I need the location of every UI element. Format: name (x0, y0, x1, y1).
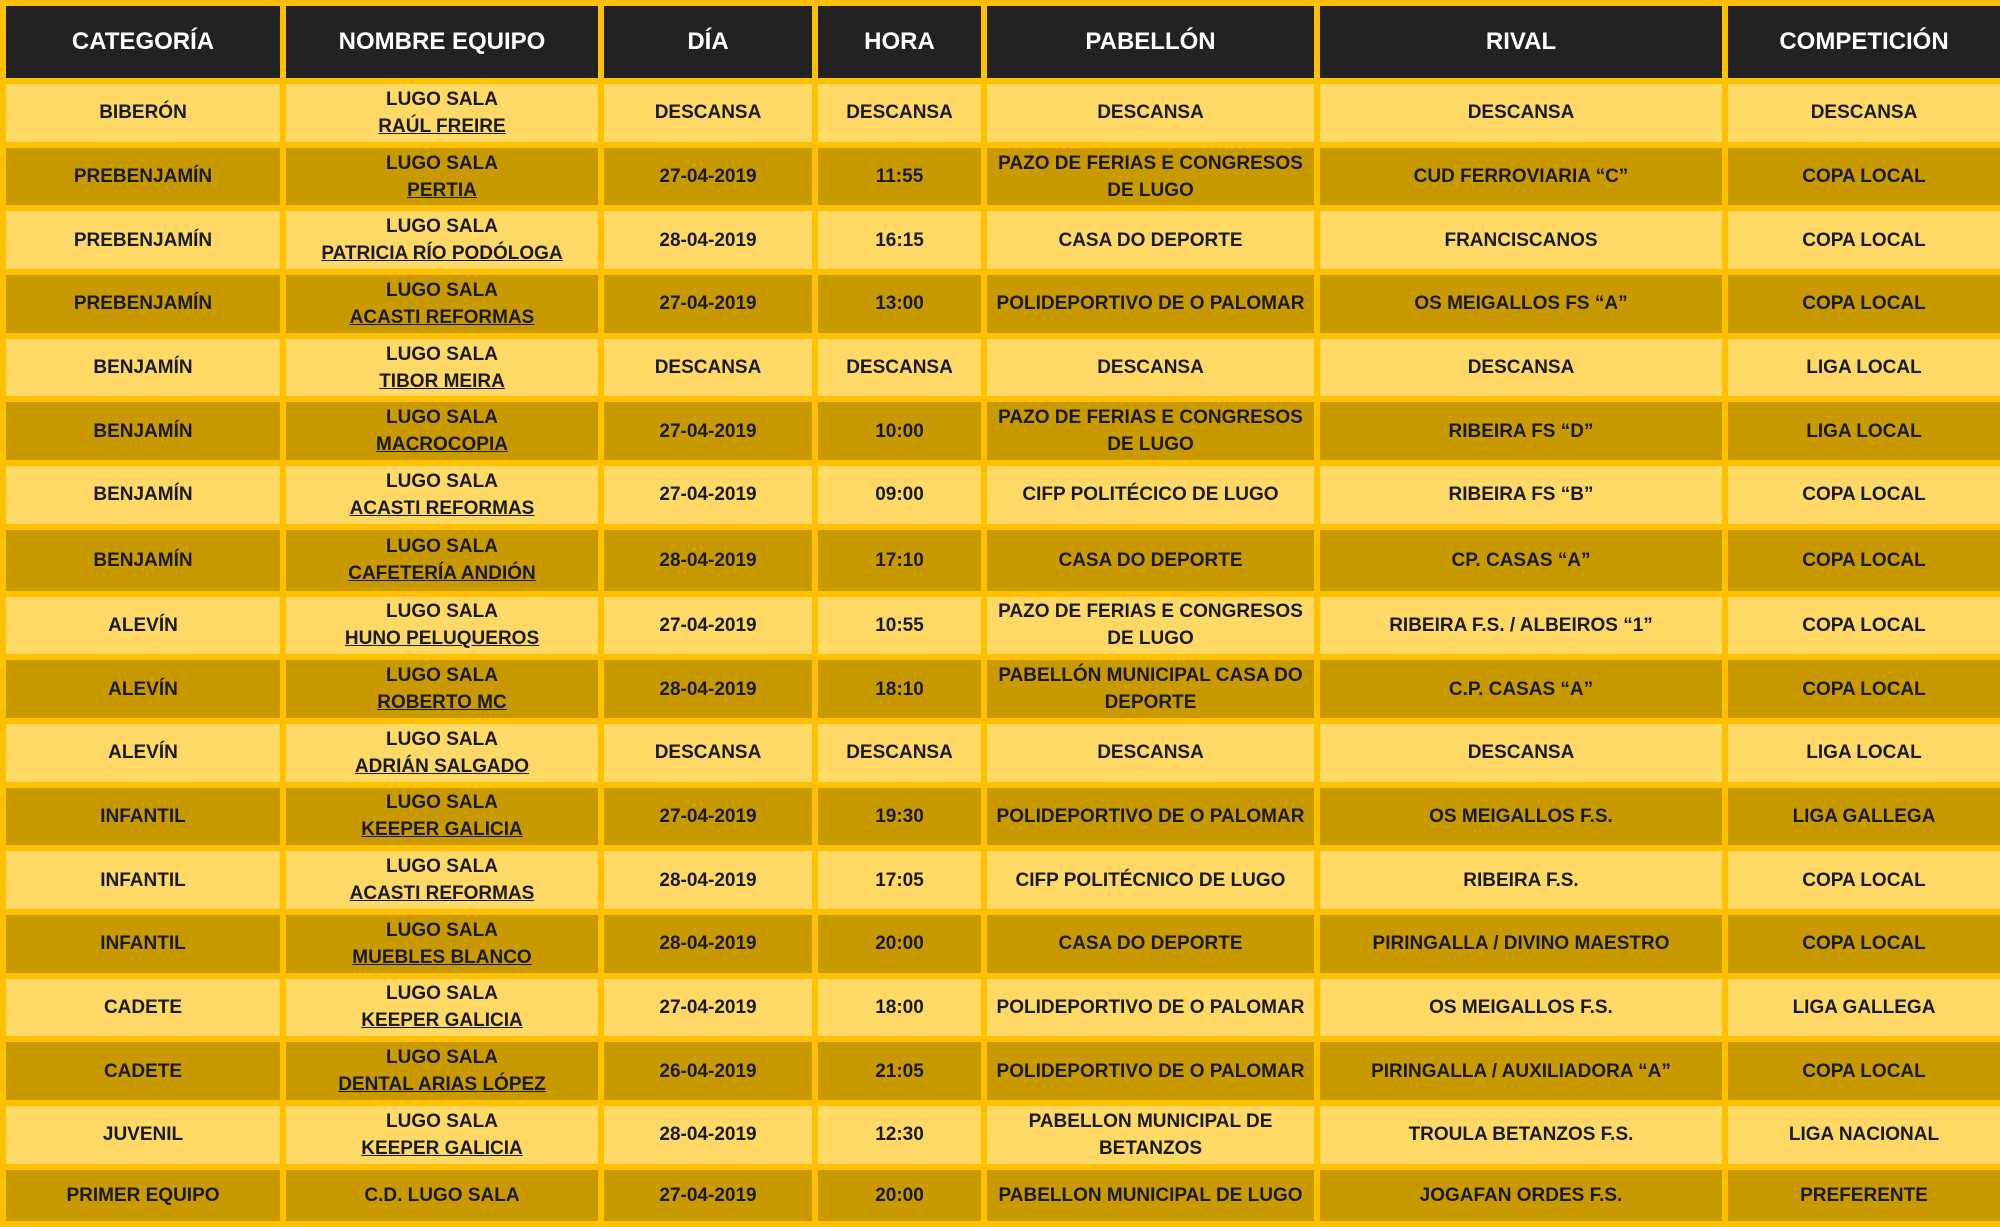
cell-pabellon: PAZO DE FERIAS E CONGRESOS DE LUGO (987, 597, 1314, 655)
team-name: LUGO SALA (386, 1047, 498, 1069)
cell-pabellon: POLIDEPORTIVO DE O PALOMAR (987, 979, 1314, 1037)
table-row (6, 530, 2000, 591)
team-sponsor: DENTAL ARIAS LÓPEZ (338, 1074, 546, 1096)
cell-nombre-equipo (286, 597, 598, 655)
cell-competicion: LIGA LOCAL (1728, 339, 2000, 397)
cell-nombre-equipo (286, 275, 598, 333)
cell-hora: 17:10 (818, 530, 981, 591)
cell-hora: 18:00 (818, 979, 981, 1037)
table-row (6, 660, 2000, 718)
team-sponsor: KEEPER GALICIA (361, 819, 523, 841)
team-sponsor: TIBOR MEIRA (379, 370, 505, 392)
team-sponsor: KEEPER GALICIA (361, 1137, 523, 1159)
cell-competicion: COPA LOCAL (1728, 148, 2000, 206)
cell-dia: 28-04-2019 (604, 915, 812, 973)
cell-rival: DESCANSA (1320, 84, 1722, 142)
cell-pabellon: CASA DO DEPORTE (987, 530, 1314, 591)
team-name: LUGO SALA (386, 728, 498, 750)
cell-rival: OS MEIGALLOS F.S. (1320, 979, 1722, 1037)
cell-dia: 28-04-2019 (604, 530, 812, 591)
cell-pabellon: CIFP POLITÉCICO DE LUGO (987, 466, 1314, 524)
cell-nombre-equipo (286, 402, 598, 460)
cell-dia: 27-04-2019 (604, 402, 812, 460)
table-row (6, 915, 2000, 973)
cell-rival: PIRINGALLA / DIVINO MAESTRO (1320, 915, 1722, 973)
cell-hora: 09:00 (818, 466, 981, 524)
cell-categoria: INFANTIL (6, 788, 280, 846)
cell-rival: DESCANSA (1320, 724, 1722, 782)
cell-competicion: COPA LOCAL (1728, 915, 2000, 973)
cell-hora: DESCANSA (818, 724, 981, 782)
cell-competicion: COPA LOCAL (1728, 851, 2000, 909)
cell-pabellon: PABELLON MUNICIPAL DE LUGO (987, 1170, 1314, 1221)
team-sponsor: HUNO PELUQUEROS (344, 628, 540, 650)
table-row (6, 275, 2000, 333)
cell-dia: 27-04-2019 (604, 597, 812, 655)
team-name: LUGO SALA (386, 279, 498, 301)
cell-rival: FRANCISCANOS (1320, 211, 1722, 269)
team-name: C.D. LUGO SALA (364, 1184, 520, 1206)
team-name: LUGO SALA (386, 216, 498, 238)
cell-rival: RIBEIRA F.S. / ALBEIROS “1” (1320, 597, 1722, 655)
team-sponsor: MACROCOPIA (376, 434, 508, 456)
cell-hora: 11:55 (818, 148, 981, 206)
cell-nombre-equipo (286, 1106, 598, 1164)
header-dia: DÍA (604, 6, 812, 78)
team-name: LUGO SALA (386, 152, 498, 174)
cell-categoria: CADETE (6, 979, 280, 1037)
cell-rival: OS MEIGALLOS FS “A” (1320, 275, 1722, 333)
cell-nombre-equipo (286, 466, 598, 524)
team-name: LUGO SALA (386, 470, 498, 492)
cell-hora: 13:00 (818, 275, 981, 333)
header-pabellon: PABELLÓN (987, 6, 1314, 78)
cell-categoria: BIBERÓN (6, 84, 280, 142)
table-row (6, 1042, 2000, 1100)
cell-categoria: INFANTIL (6, 851, 280, 909)
cell-dia: DESCANSA (604, 339, 812, 397)
header-nombre-equipo: NOMBRE EQUIPO (286, 6, 598, 78)
cell-dia: 28-04-2019 (604, 660, 812, 718)
cell-categoria: BENJAMÍN (6, 339, 280, 397)
cell-nombre-equipo (286, 84, 598, 142)
team-name: LUGO SALA (386, 88, 498, 110)
team-name: LUGO SALA (386, 407, 498, 429)
team-sponsor: RAÚL FREIRE (378, 115, 506, 137)
cell-competicion: COPA LOCAL (1728, 275, 2000, 333)
header-row (6, 6, 2000, 78)
team-sponsor: PERTIA (407, 179, 477, 201)
cell-rival: RIBEIRA FS “B” (1320, 466, 1722, 524)
cell-hora: 10:00 (818, 402, 981, 460)
cell-nombre-equipo (286, 1042, 598, 1100)
table-row (6, 84, 2000, 142)
cell-hora: 18:10 (818, 660, 981, 718)
team-sponsor: ACASTI REFORMAS (349, 883, 535, 905)
cell-categoria: ALEVÍN (6, 724, 280, 782)
cell-nombre-equipo (286, 530, 598, 591)
table-row (6, 1106, 2000, 1164)
cell-competicion: LIGA NACIONAL (1728, 1106, 2000, 1164)
cell-nombre-equipo (286, 339, 598, 397)
cell-rival: JOGAFAN ORDES F.S. (1320, 1170, 1722, 1221)
cell-competicion: LIGA LOCAL (1728, 402, 2000, 460)
cell-dia: 28-04-2019 (604, 1106, 812, 1164)
cell-rival: C.P. CASAS “A” (1320, 660, 1722, 718)
cell-rival: PIRINGALLA / AUXILIADORA “A” (1320, 1042, 1722, 1100)
cell-dia: 27-04-2019 (604, 466, 812, 524)
cell-dia: 27-04-2019 (604, 979, 812, 1037)
cell-pabellon: CASA DO DEPORTE (987, 211, 1314, 269)
cell-competicion: COPA LOCAL (1728, 1042, 2000, 1100)
cell-rival: CP. CASAS “A” (1320, 530, 1722, 591)
cell-categoria: ALEVÍN (6, 597, 280, 655)
cell-pabellon: POLIDEPORTIVO DE O PALOMAR (987, 1042, 1314, 1100)
cell-hora: 20:00 (818, 1170, 981, 1221)
cell-dia: 27-04-2019 (604, 148, 812, 206)
cell-categoria: PREBENJAMÍN (6, 211, 280, 269)
table-row (6, 1170, 2000, 1221)
cell-competicion: DESCANSA (1728, 84, 2000, 142)
cell-nombre-equipo (286, 660, 598, 718)
cell-dia: 26-04-2019 (604, 1042, 812, 1100)
team-name: LUGO SALA (386, 919, 498, 941)
team-name: LUGO SALA (386, 856, 498, 878)
header-categoria: CATEGORÍA (6, 6, 280, 78)
header-competicion: COMPETICIÓN (1728, 6, 2000, 78)
cell-pabellon: DESCANSA (987, 724, 1314, 782)
cell-categoria: PREBENJAMÍN (6, 148, 280, 206)
cell-competicion: LIGA GALLEGA (1728, 788, 2000, 846)
team-name: LUGO SALA (386, 983, 498, 1005)
cell-rival: RIBEIRA FS “D” (1320, 402, 1722, 460)
header-rival: RIVAL (1320, 6, 1722, 78)
team-sponsor: ROBERTO MC (377, 692, 507, 714)
cell-nombre-equipo (286, 979, 598, 1037)
table-row (6, 851, 2000, 909)
cell-competicion: LIGA GALLEGA (1728, 979, 2000, 1037)
cell-nombre-equipo (286, 148, 598, 206)
cell-hora: 19:30 (818, 788, 981, 846)
cell-categoria: PRIMER EQUIPO (6, 1170, 280, 1221)
team-sponsor: ACASTI REFORMAS (349, 306, 535, 328)
cell-nombre-equipo (286, 851, 598, 909)
cell-competicion: PREFERENTE (1728, 1170, 2000, 1221)
cell-competicion: COPA LOCAL (1728, 466, 2000, 524)
cell-pabellon: POLIDEPORTIVO DE O PALOMAR (987, 788, 1314, 846)
cell-categoria: BENJAMÍN (6, 466, 280, 524)
cell-hora: 17:05 (818, 851, 981, 909)
team-name: LUGO SALA (386, 1110, 498, 1132)
cell-categoria: BENJAMÍN (6, 402, 280, 460)
cell-pabellon: CIFP POLITÉCNICO DE LUGO (987, 851, 1314, 909)
team-sponsor: KEEPER GALICIA (361, 1010, 523, 1032)
table-row (6, 597, 2000, 655)
cell-nombre-equipo (286, 1170, 598, 1221)
cell-hora: 21:05 (818, 1042, 981, 1100)
table-row (6, 402, 2000, 460)
table-row (6, 724, 2000, 782)
header-hora: HORA (818, 6, 981, 78)
team-sponsor: CAFETERÍA ANDIÓN (348, 563, 536, 585)
cell-categoria: PREBENJAMÍN (6, 275, 280, 333)
cell-dia: 27-04-2019 (604, 788, 812, 846)
cell-hora: 20:00 (818, 915, 981, 973)
cell-competicion: COPA LOCAL (1728, 660, 2000, 718)
cell-categoria: BENJAMÍN (6, 530, 280, 591)
cell-hora: DESCANSA (818, 339, 981, 397)
table-row (6, 148, 2000, 206)
cell-nombre-equipo (286, 788, 598, 846)
cell-hora: 16:15 (818, 211, 981, 269)
cell-competicion: COPA LOCAL (1728, 530, 2000, 591)
team-sponsor: ADRIÁN SALGADO (354, 755, 530, 777)
cell-categoria: ALEVÍN (6, 660, 280, 718)
cell-rival: DESCANSA (1320, 339, 1722, 397)
table-row (6, 339, 2000, 397)
cell-pabellon: CASA DO DEPORTE (987, 915, 1314, 973)
cell-competicion: COPA LOCAL (1728, 211, 2000, 269)
cell-pabellon: POLIDEPORTIVO DE O PALOMAR (987, 275, 1314, 333)
cell-dia: 27-04-2019 (604, 1170, 812, 1221)
team-sponsor: MUEBLES BLANCO (352, 946, 532, 968)
team-name: LUGO SALA (386, 343, 498, 365)
team-name: LUGO SALA (386, 792, 498, 814)
team-name: LUGO SALA (386, 601, 498, 623)
cell-pabellon: PAZO DE FERIAS E CONGRESOS DE LUGO (987, 402, 1314, 460)
cell-dia: 28-04-2019 (604, 851, 812, 909)
cell-competicion: COPA LOCAL (1728, 597, 2000, 655)
team-name: LUGO SALA (386, 536, 498, 558)
cell-pabellon: PABELLON MUNICIPAL DE BETANZOS (987, 1106, 1314, 1164)
cell-dia: DESCANSA (604, 84, 812, 142)
cell-nombre-equipo (286, 915, 598, 973)
table-row (6, 466, 2000, 524)
team-sponsor: PATRICIA RÍO PODÓLOGA (321, 243, 563, 265)
cell-pabellon: DESCANSA (987, 339, 1314, 397)
cell-hora: 12:30 (818, 1106, 981, 1164)
schedule-body (6, 84, 2000, 1221)
team-sponsor: ACASTI REFORMAS (349, 497, 535, 519)
table-row (6, 788, 2000, 846)
cell-pabellon: PABELLÓN MUNICIPAL CASA DO DEPORTE (987, 660, 1314, 718)
cell-rival: TROULA BETANZOS F.S. (1320, 1106, 1722, 1164)
cell-dia: DESCANSA (604, 724, 812, 782)
cell-categoria: CADETE (6, 1042, 280, 1100)
cell-competicion: LIGA LOCAL (1728, 724, 2000, 782)
cell-dia: 27-04-2019 (604, 275, 812, 333)
cell-nombre-equipo (286, 724, 598, 782)
cell-rival: CUD FERROVIARIA “C” (1320, 148, 1722, 206)
cell-pabellon: DESCANSA (987, 84, 1314, 142)
cell-categoria: JUVENIL (6, 1106, 280, 1164)
cell-hora: DESCANSA (818, 84, 981, 142)
cell-dia: 28-04-2019 (604, 211, 812, 269)
cell-nombre-equipo (286, 211, 598, 269)
cell-rival: OS MEIGALLOS F.S. (1320, 788, 1722, 846)
cell-pabellon: PAZO DE FERIAS E CONGRESOS DE LUGO (987, 148, 1314, 206)
cell-categoria: INFANTIL (6, 915, 280, 973)
cell-rival: RIBEIRA F.S. (1320, 851, 1722, 909)
table-row (6, 979, 2000, 1037)
team-name: LUGO SALA (386, 665, 498, 687)
cell-hora: 10:55 (818, 597, 981, 655)
table-row (6, 211, 2000, 269)
